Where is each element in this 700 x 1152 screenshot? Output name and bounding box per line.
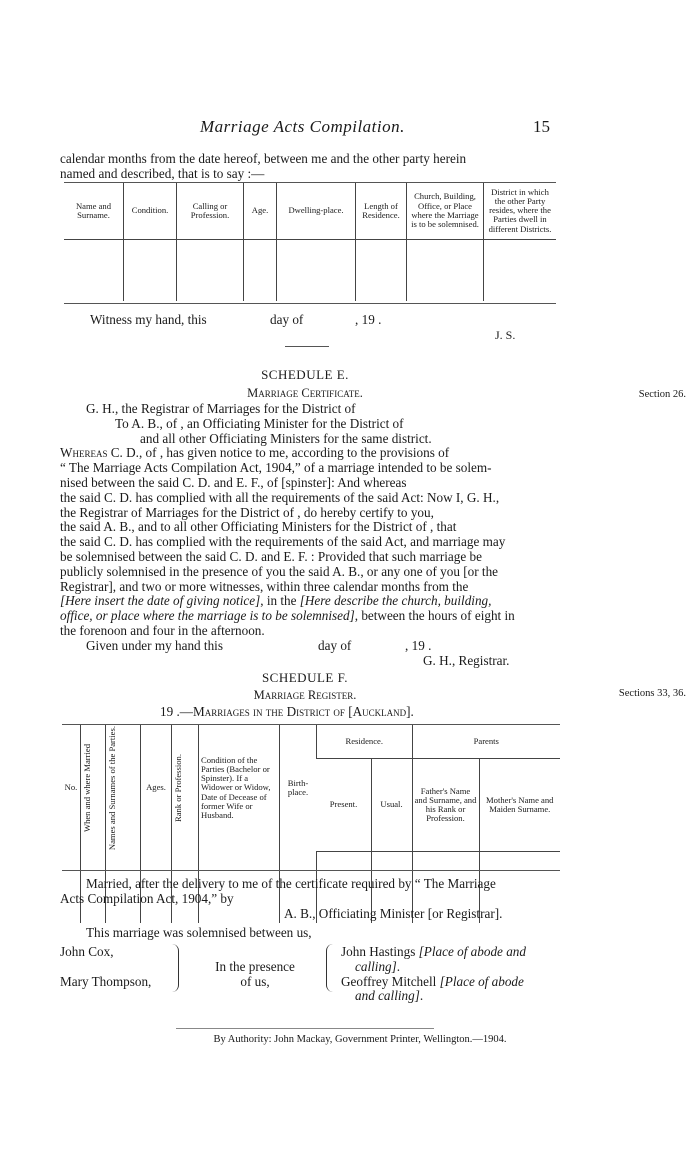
cert-line-13: Registrar], and two or more witnesses, within three calendar months from the: [60, 578, 469, 594]
col-length: Length of Residence.: [356, 183, 407, 239]
cert-line-7: the said C. D. has complied with all the requirements of the said Act: Now I, G. H.,: [60, 489, 500, 505]
col-dwelling: Dwelling-place.: [277, 183, 356, 239]
intro-line-1: calendar months from the date hereof, between me and the other party herein: [60, 151, 467, 166]
printer-imprint: By Authority: John Mackay, Government Printer, Wellington.—1904.: [213, 1034, 507, 1045]
schedule-f-subtitle: Marriage Register.: [253, 688, 357, 702]
col-condition-parties: Condition of the Parties (Bachelor or Spinster). If a Widower or Widow, Date of Decease of former Wife or Husband.: [199, 725, 280, 851]
witness-day-of: day of: [270, 312, 304, 327]
footer-rule: [176, 1028, 434, 1029]
col-father: Father's Name and Surname, and his Rank or Profession.: [412, 759, 479, 851]
col-name: Name and Surname.: [64, 183, 124, 239]
cert-line-3: and all other Officiating Ministers for the same district.: [140, 430, 432, 446]
col-residence: Residence.: [317, 725, 413, 759]
witnesses-block: [341, 945, 551, 1004]
right-brace: [326, 944, 333, 992]
col-district: District in which the other Party resides, where the Parties dwell in different Districts.: [484, 183, 557, 239]
witness-1-abode: [Place of abode and: [418, 944, 526, 959]
page-number: 15: [533, 117, 550, 136]
cert-line-9: the said A. B., and to all other Officiating Ministers for the District of , that: [60, 519, 457, 535]
col-no: No.: [64, 782, 78, 793]
cert-line-11: be solemnised between the said C. D. and E. F. : Provided that such marriage be: [60, 548, 482, 564]
col-parents: Parents: [412, 725, 560, 759]
col-when-married: When and where Married: [82, 744, 92, 833]
witness-1-name: John Hastings: [341, 944, 419, 959]
given-line: [60, 639, 548, 654]
col-age: Age.: [244, 183, 277, 239]
intro-paragraph: [60, 152, 550, 182]
cert-line-6: nised between the said C. D. and E. F., of [spinster]: And whereas: [60, 474, 407, 490]
insert-date-note: [Here insert the date of giving notice]: [60, 593, 261, 609]
cert-line-10: the said C. D. has complied with the requirements of the said Act, and marriage may: [60, 534, 506, 550]
witness-1: [341, 945, 551, 960]
register-year: 19: [160, 704, 174, 719]
col-present: Present.: [317, 759, 372, 851]
register-heading: [160, 705, 540, 720]
running-title: Marriage Acts Compilation.: [200, 117, 405, 136]
cert-line-12: publicly solemnised in the presence of you the said A. B., or any one of you [or the: [60, 563, 499, 579]
cert-line-15: [60, 609, 548, 624]
married-paragraph: [60, 877, 548, 921]
schedule-e-title: SCHEDULE E.: [261, 367, 349, 382]
witness-hand: Witness my hand, this: [90, 312, 207, 327]
cert-line-1: G. H., the Registrar of Marriages for the District of: [86, 401, 356, 416]
divider-rule: [285, 346, 329, 347]
notice-table: [64, 183, 556, 301]
presence-line-2: of us,: [240, 973, 270, 989]
party-1: John Cox,: [60, 944, 114, 959]
witness-line: [90, 313, 550, 328]
given-day-of: day of: [318, 637, 352, 653]
table1-bottom-rule: [64, 303, 556, 304]
cert-line-4: [60, 446, 548, 461]
col-rank: Rank or Profession.: [173, 754, 183, 823]
witness-1-cont: calling].: [355, 958, 401, 974]
witness-2-calling: and calling]: [355, 988, 420, 1004]
margin-note-sections-33-36: Sections 33, 36.: [618, 688, 686, 699]
cert-line-8: the Registrar of Marriages for the District of , do hereby certify to you,: [60, 504, 434, 520]
married-line-1: Married, after the delivery to me of the certificate required by “ The Marriage: [86, 876, 496, 891]
witness-1-calling: calling]: [355, 958, 397, 974]
given-text: Given under my hand this: [86, 637, 223, 653]
schedule-e-body: [60, 402, 548, 668]
running-head: [60, 117, 550, 139]
margin-note-section-26: Section 26.: [638, 389, 686, 400]
cert-line-2: To A. B., of , an Officiating Minister for the District of: [115, 415, 404, 431]
married-line-2: Acts Compilation Act, 1904,” by: [60, 890, 234, 906]
office-place-note: office, or place where the marriage is to be solemnised]: [60, 608, 355, 624]
cert-line-4-text: C. D., of , has given notice to me, according to the provisions of: [110, 445, 450, 461]
witness-2-name: Geoffrey Mitchell: [341, 973, 440, 989]
col-usual: Usual.: [371, 759, 412, 851]
witness-year: , 19 .: [355, 312, 382, 327]
cert-line-5: “ The Marriage Acts Compilation Act, 1904,” of a marriage intended to be solem-: [60, 460, 492, 476]
left-brace: [172, 944, 179, 992]
intro-line-2: named and described, that is to say :—: [60, 165, 265, 181]
witness-2: [341, 975, 551, 990]
register-bottom-rule: [62, 870, 560, 871]
witness-2-abode: [Place of abode: [439, 973, 524, 989]
solemnised-line: This marriage was solemnised between us,: [86, 925, 312, 940]
describe-church-note: [Here describe the church, building,: [299, 593, 492, 609]
col-condition: Condition.: [124, 183, 177, 239]
table-row: [64, 239, 556, 301]
col-names: Names and Surnames of the Parties.: [107, 726, 117, 851]
witness-2-cont: and calling].: [355, 988, 424, 1004]
officiating-line: A. B., Officiating Minister [or Registrar].: [284, 905, 503, 921]
registrar-signature: G. H., Registrar.: [423, 652, 510, 668]
whereas-word: Whereas: [60, 445, 108, 461]
party-2: Mary Thompson,: [60, 974, 152, 989]
col-church: Church, Building, Office, or Place where the Marriage is to be solemnised.: [407, 183, 484, 239]
cert-line-14-mid: , in the: [260, 593, 300, 609]
col-mother: Mother's Name and Maiden Surname.: [479, 759, 560, 851]
col-calling: Calling or Profession.: [177, 183, 244, 239]
schedule-f-title: SCHEDULE F.: [261, 670, 349, 685]
register-district: .—Marriages in the District of [Auckland].: [176, 704, 414, 719]
witness-initials: J. S.: [495, 328, 516, 342]
cert-line-14: [60, 594, 548, 609]
cert-line-15-end: , between the hours of eight in: [354, 608, 515, 624]
cert-line-16: the forenoon and four in the afternoon.: [60, 622, 265, 638]
presence-line-1: In the presence: [215, 959, 295, 974]
given-year: , 19 .: [405, 637, 432, 653]
col-ages: Ages.: [141, 725, 172, 851]
schedule-e-subtitle: Marriage Certificate.: [247, 386, 363, 400]
col-birthplace: Birth-place.: [280, 725, 317, 851]
presence-text: [195, 960, 315, 990]
